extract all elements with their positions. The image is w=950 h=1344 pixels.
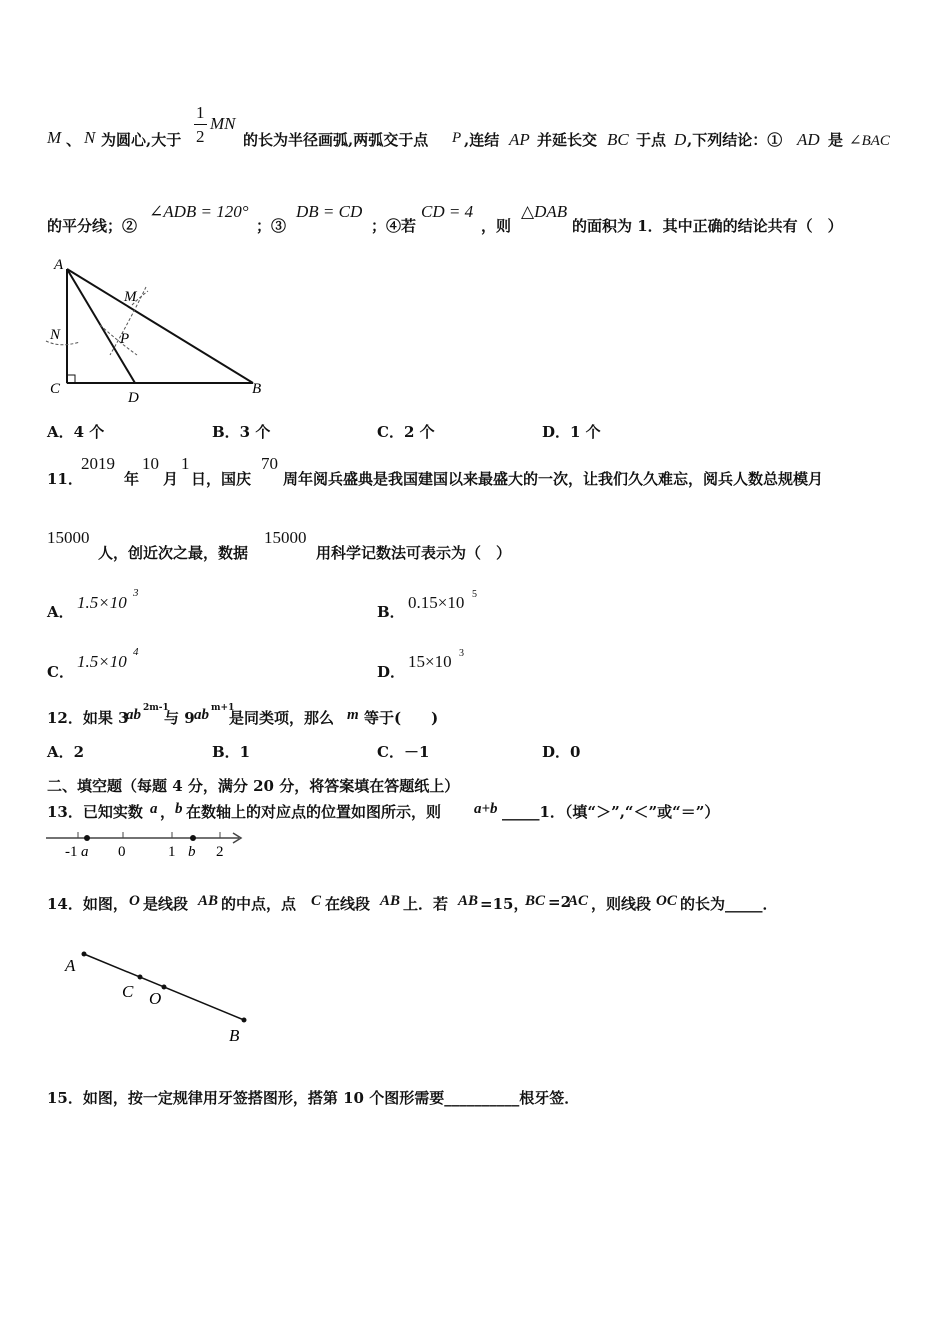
point-n: N — [84, 128, 96, 147]
q11-option-b-value: 0.15×10 — [408, 593, 465, 612]
label-a: A — [54, 257, 64, 273]
q12-ab-1: ab — [126, 707, 141, 723]
q12-exponent-2: m+1 — [211, 703, 235, 713]
point-p: P — [452, 130, 462, 146]
angle-adb: ∠ADB = 120° — [149, 202, 249, 221]
label-o: O — [149, 989, 162, 1008]
point-a — [82, 952, 87, 957]
tick-label-1: 1 — [168, 844, 176, 860]
point-d: D — [674, 130, 687, 149]
tick-label-a: a — [81, 844, 89, 860]
q10-text-2: 的长为半径画弧,两弧交于点 — [243, 131, 429, 149]
triangle-dab: △DAB — [521, 202, 568, 221]
q12-text-3: 是同类项，那么 — [229, 709, 335, 727]
q10-line2-text-1: 的平分线；② — [47, 217, 138, 235]
q12-option-b[interactable]: B．1 — [212, 743, 251, 761]
q14-text-7: =2 — [548, 893, 572, 911]
point-a — [84, 835, 90, 841]
q14-text-2: 是线段 — [143, 895, 189, 913]
q12-option-d[interactable]: D．0 — [542, 743, 581, 761]
segment-mn: MN — [210, 114, 236, 133]
q15-stem: 15．如图，按一定规律用牙签搭图形，搭第 10 个图形需要__________根牙签． — [47, 1089, 580, 1107]
q13-text-4: _____1．（填“＞”,“＜”或“＝”） — [502, 803, 720, 821]
label-b: B — [229, 1026, 240, 1045]
q13-text-1: 13．已知实数 — [47, 803, 143, 821]
fraction-bar — [194, 124, 207, 125]
q10-line2-text-3: ；④若 — [371, 217, 417, 235]
q14-ab-3: AB — [458, 893, 479, 909]
q11-option-a-value: 1.5×10 — [77, 593, 127, 612]
q10-option-a[interactable]: A．4 个 — [47, 423, 105, 441]
point-o — [162, 985, 167, 990]
q10-text-6: ,下列结论：① — [687, 131, 783, 149]
q11-text-2: 月 — [163, 470, 179, 488]
q10-text-5: 于点 — [636, 131, 667, 149]
q10-text-7: 是 — [828, 131, 844, 149]
q11-option-c-label: C． — [47, 663, 74, 681]
q11-text-5: 人，创近次之最，数据 — [98, 544, 249, 562]
q11-year: 2019 — [81, 454, 115, 473]
q11-text-6: 用科学记数法可表示为（ ） — [316, 544, 512, 562]
segment-ap: AP — [509, 130, 530, 149]
label-a: A — [65, 956, 76, 975]
q14-segment-figure — [55, 940, 260, 1050]
label-p: P — [120, 331, 130, 347]
q12-m: m — [347, 707, 359, 723]
tick-label-2: 2 — [216, 844, 224, 860]
q11-option-c-value: 1.5×10 — [77, 652, 127, 671]
q11-option-b-exponent: 5 — [472, 589, 477, 600]
q10-text-1: 为圆心,大于 — [101, 131, 182, 149]
angle-bac: ∠BAC — [849, 133, 890, 149]
point-c — [138, 975, 143, 980]
q14-ab-2: AB — [380, 893, 401, 909]
q11-option-a-exponent: 3 — [133, 587, 139, 599]
q12-exponent-1: 2m-1 — [143, 703, 169, 713]
q14-ac: AC — [568, 893, 589, 909]
q11-number: 11． — [47, 470, 83, 488]
q14-oc: OC — [656, 893, 677, 909]
q11-month: 10 — [142, 454, 159, 473]
q13-number-line — [43, 828, 248, 862]
q13-a-plus-b: a+b — [474, 801, 498, 817]
segment-bc: BC — [607, 130, 629, 149]
fraction-numerator: 1 — [196, 103, 205, 122]
label-b: B — [252, 381, 262, 397]
q11-option-d-value: 15×10 — [408, 652, 452, 671]
q14-ab: AB — [198, 893, 219, 909]
q10-line2-text-2: ；③ — [256, 217, 287, 235]
q12-option-c[interactable]: C．－1 — [377, 743, 430, 761]
side-ab — [67, 269, 253, 383]
q11-text-3: 日，国庆 — [191, 470, 252, 488]
q12-text-4: 等于( ) — [364, 709, 439, 727]
label-c: C — [122, 982, 134, 1001]
q13-text-3: 在数轴上的对应点的位置如图所示，则 — [186, 803, 442, 821]
q11-option-a-label: A． — [47, 603, 74, 621]
q13-a: a — [150, 801, 158, 817]
point-m: M — [47, 128, 62, 147]
q10-text-3: ,连结 — [464, 131, 500, 149]
q11-option-d-label: D． — [377, 663, 406, 681]
q11-day: 1 — [181, 454, 190, 473]
label-m: M — [124, 289, 137, 305]
q10-option-b[interactable]: B．3 个 — [212, 423, 271, 441]
q11-option-b-label: B． — [377, 603, 405, 621]
label-d: D — [128, 390, 139, 406]
q10-line2-text-5: 的面积为 1．其中正确的结论共有（ ） — [572, 217, 843, 235]
eq-cd-4: CD = 4 — [421, 202, 474, 221]
q11-option-c-exponent: 4 — [133, 646, 139, 658]
q10-text-4: 并延长交 — [537, 131, 598, 149]
q11-anniversary: 70 — [261, 454, 278, 473]
q14-text-1: 14．如图， — [47, 895, 128, 913]
q10-triangle-figure — [40, 255, 280, 410]
q14-bc: BC — [525, 893, 546, 909]
segment-ad: AD — [797, 130, 820, 149]
q11-data: 15000 — [264, 528, 307, 547]
tick-label-b: b — [188, 844, 196, 860]
q11-option-d-exponent: 3 — [459, 648, 464, 659]
tick-label-0: 0 — [118, 844, 126, 860]
q11-people: 15000 — [47, 528, 90, 547]
arc-p-1 — [100, 325, 137, 355]
eq-db-cd: DB = CD — [296, 202, 363, 221]
q14-text-8: ，则线段 — [591, 895, 652, 913]
label-c: C — [50, 381, 61, 397]
q14-o: O — [129, 893, 140, 909]
section-2-heading: 二、填空题（每题 4 分，满分 20 分，将答案填在答题纸上） — [47, 777, 460, 795]
q14-text-6: =15， — [480, 895, 529, 913]
q10-line2-text-4: ，则 — [481, 217, 512, 235]
fraction-denominator: 2 — [196, 127, 205, 146]
q12-text-1: 12．如果 3 — [47, 709, 129, 727]
separator: 、 — [66, 131, 82, 149]
point-b — [242, 1018, 247, 1023]
q10-option-d[interactable]: D．1 个 — [542, 423, 601, 441]
q14-text-9: 的长为_____． — [680, 895, 778, 913]
tick-label-minus-1: -1 — [65, 844, 78, 860]
q14-text-3: 的中点，点 — [221, 895, 297, 913]
q11-text-1: 年 — [124, 470, 140, 488]
q14-text-5: 上．若 — [403, 895, 449, 913]
q13-text-2: ， — [160, 803, 176, 821]
q12-ab-2: ab — [194, 707, 209, 723]
point-b — [190, 835, 196, 841]
q12-text-2: 与 9 — [164, 709, 195, 727]
q14-c: C — [311, 893, 322, 909]
right-angle-mark — [67, 375, 75, 383]
q13-b: b — [175, 801, 183, 817]
q14-text-4: 在线段 — [325, 895, 371, 913]
label-n: N — [50, 327, 61, 343]
q12-option-a[interactable]: A．2 — [47, 743, 85, 761]
q11-text-4: 周年阅兵盛典是我国建国以来最盛大的一次，让我们久久难忘，阅兵人数总规模月 — [283, 470, 824, 488]
q10-option-c[interactable]: C．2 个 — [377, 423, 435, 441]
